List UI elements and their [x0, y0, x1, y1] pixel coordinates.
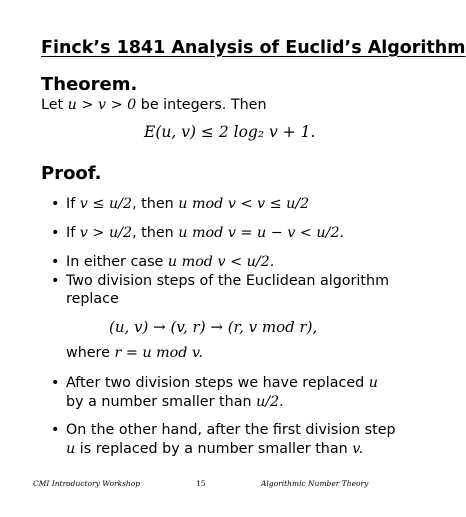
- bullet-icon: •: [51, 225, 60, 241]
- proof-bullet-4-where: where r = u mod v.: [66, 345, 203, 361]
- bullet-icon: •: [51, 254, 60, 270]
- proof-bullet-3: In either case u mod v < u/2.: [66, 254, 275, 270]
- footer-workshop: CMI Introductory Workshop: [33, 479, 141, 488]
- proof-heading: Proof.: [41, 163, 102, 184]
- bullet-icon: •: [51, 375, 60, 391]
- proof-bullet-6-line-2: u is replaced by a number smaller than v.: [66, 441, 364, 457]
- proof-bullet-5-line-2: by a number smaller than u/2.: [66, 394, 284, 410]
- footer-page-number: 15: [196, 479, 206, 488]
- theorem-formula: E(u, v) ≤ 2 log₂ v + 1.: [144, 123, 316, 141]
- page-title: Finck’s 1841 Analysis of Euclid’s Algorithm: [41, 38, 466, 58]
- proof-bullet-2: If v > u/2, then u mod v = u − v < u/2.: [66, 225, 345, 241]
- bullet-icon: •: [51, 196, 60, 212]
- theorem-text-prefix: Let: [41, 97, 68, 113]
- division-steps-formula: (u, v) → (v, r) → (r, v mod r),: [109, 318, 318, 336]
- theorem-heading: Theorem.: [41, 74, 138, 95]
- footer-course: Algorithmic Number Theory: [261, 479, 369, 488]
- theorem-math: u > v > 0: [67, 97, 137, 113]
- proof-bullet-6-line-1: On the other hand, after the first division step: [66, 422, 396, 438]
- bullet-icon: •: [51, 422, 60, 438]
- proof-bullet-4-line-1: Two division steps of the Euclidean algorithm: [66, 273, 389, 289]
- proof-bullet-4-line-2: replace: [66, 291, 119, 307]
- proof-bullet-1: If v ≤ u/2, then u mod v < v ≤ u/2: [66, 196, 310, 212]
- theorem-text-suffix: be integers. Then: [136, 97, 267, 113]
- bullet-icon: •: [51, 273, 60, 289]
- theorem-statement: [41, 97, 267, 113]
- proof-bullet-5-line-1: After two division steps we have replaced u: [66, 375, 378, 391]
